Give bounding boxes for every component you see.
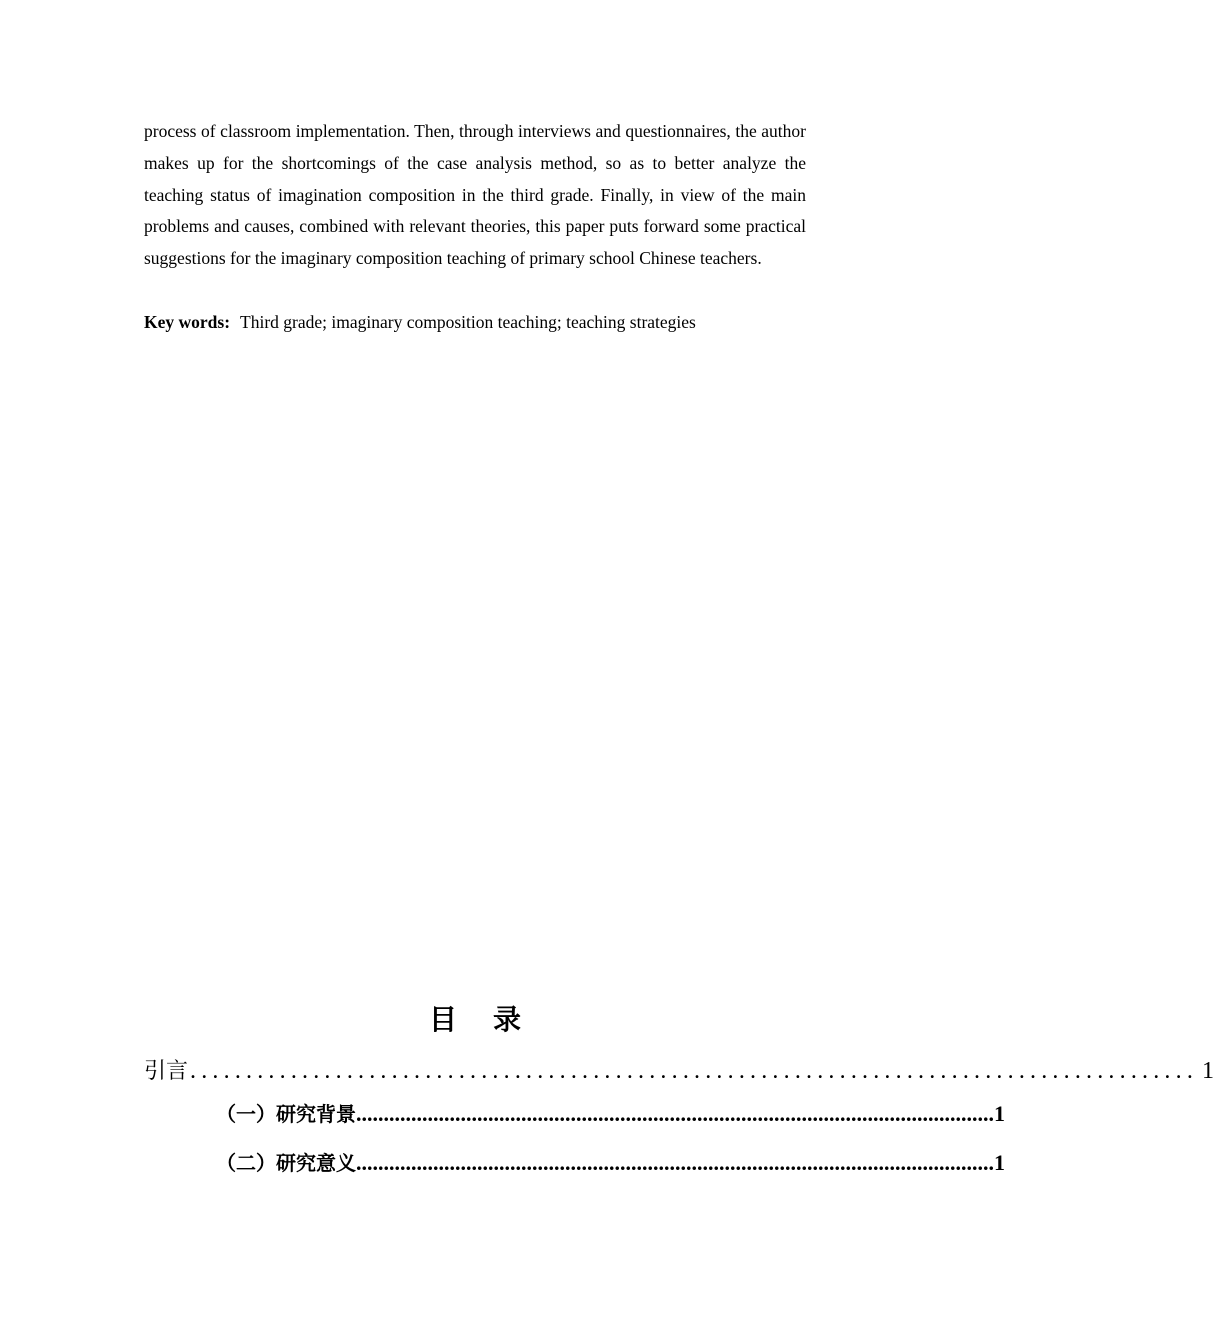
toc-dot-leader: .......................................................................................... <box>190 1058 1199 1084</box>
toc-entry-page: 1 <box>994 1150 1005 1175</box>
abstract-paragraph: process of classroom implementation. Then, through interviews and questionnaires, the author makes up for the shortcomings of the case analysis method, so as to better analyze the teaching status of imagination composition in the third grade. Finally, in view of the main problems and causes, combined with relevant theories, this paper puts forward some practical suggestions for the imaginary composition teaching of primary school Chinese teachers. <box>144 121 806 269</box>
keywords-value: Third grade; imaginary composition teaching; teaching strategies <box>240 312 696 332</box>
toc-entry[interactable] <box>216 1147 1005 1179</box>
toc-entry-label: （二）研究意义 <box>216 1151 356 1175</box>
keywords-line <box>144 307 806 339</box>
toc-entry-label: （一）研究背景 <box>216 1102 356 1126</box>
keywords-label: Key words: <box>144 312 231 332</box>
toc-entry-label: 引言 <box>144 1059 189 1084</box>
toc-entry[interactable] <box>144 1054 1214 1089</box>
toc-dot-leader: .................................................................................................................... <box>356 1101 994 1126</box>
toc-entry-page: 1 <box>994 1101 1005 1126</box>
toc-entry[interactable] <box>216 1098 1005 1130</box>
toc-title: 目录 <box>428 1003 557 1036</box>
abstract-body <box>144 116 806 275</box>
toc-entry-page: 1 <box>1202 1058 1214 1084</box>
toc-dot-leader: .................................................................................................................... <box>356 1150 994 1175</box>
